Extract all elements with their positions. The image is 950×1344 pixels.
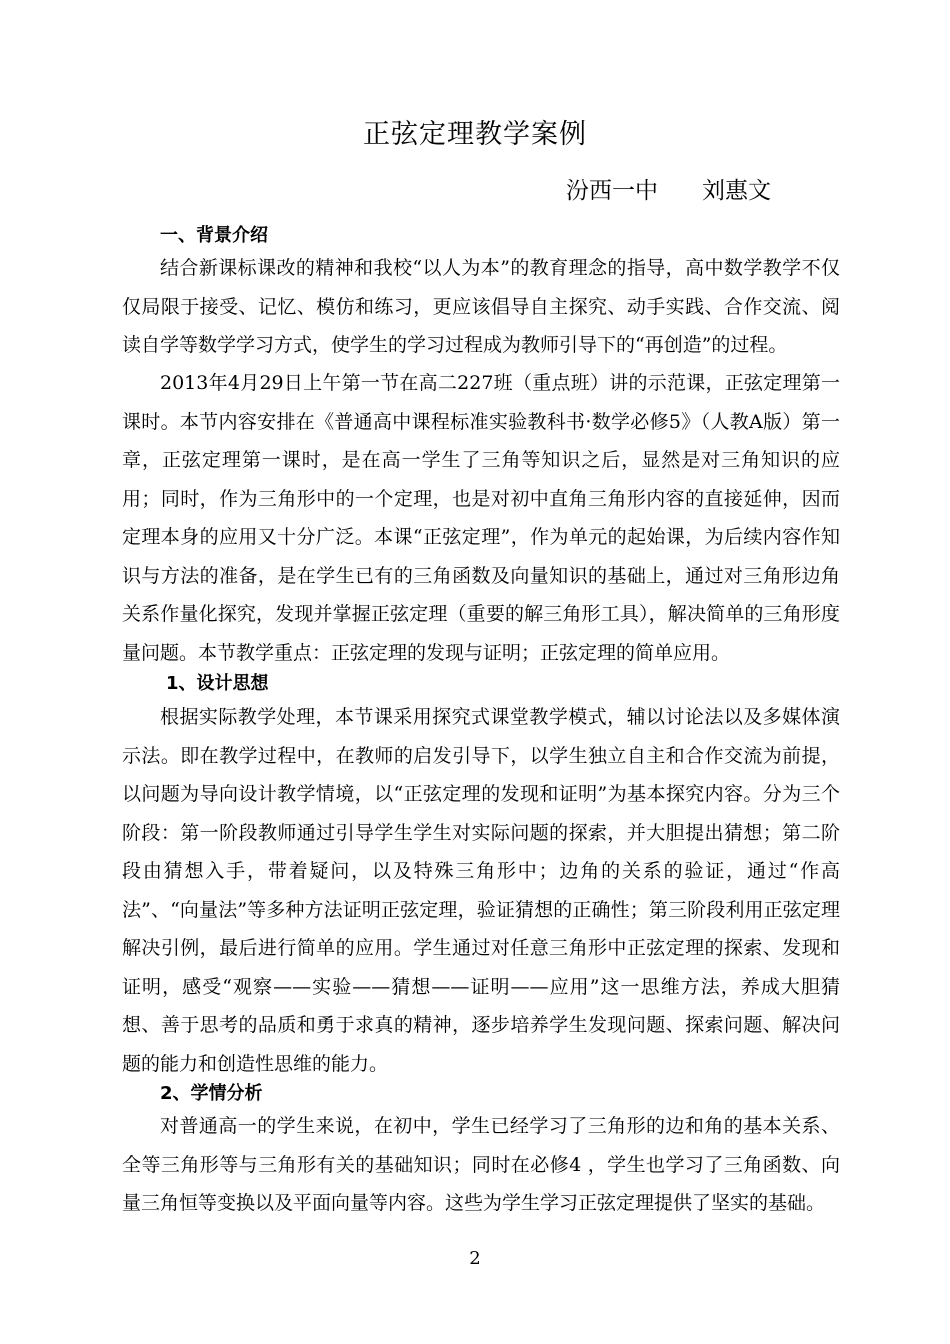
author-line — [566, 172, 771, 205]
document-title: 正弦定理教学案例 — [363, 119, 587, 150]
analysis-paragraph-1: 对普通高一的学生来说，在初中，学生已经学习了三角形的边和角的基本关系、全等三角形等与三角形有关的基础知识；同时在必修4 ，学生也学习了三角函数、向量三角恒等变换以及平面向量等内容。这些为学生学习正弦定理提供了坚实的基础。 — [122, 1115, 840, 1214]
page-number: 2 — [469, 1248, 481, 1269]
background-paragraph-1: 结合新课标课改的精神和我校“以人为本”的教育理念的指导，高中数学教学不仅仅局限于接受、记忆、模仿和练习，更应该倡导自主探究、动手实践、合作交流、阅读自学等数学学习方式，使学生的学习过程成为教师引导下的“再创造”的过程。 — [122, 257, 840, 356]
school-name: 汾西一中 — [566, 178, 658, 204]
author-name: 刘惠文 — [702, 178, 771, 204]
section-heading-analysis: 2、学情分析 — [160, 1083, 263, 1104]
section-heading-design: 1、设计思想 — [166, 673, 269, 694]
section-heading-background: 一、背景介绍 — [160, 225, 268, 246]
background-paragraph-2: 2013年4月29日上午第一节在高二227班（重点班）讲的示范课，正弦定理第一课时。本节内容安排在《普通高中课程标准实验教科书·数学必修5》（人教A版）第一章，正弦定理第一课时，是在高一学生了三角等知识之后，显然是对三角知识的应用；同时，作为三角形中的一个定理，也是对初中直角三角形内容的直接延伸，因而定理本身的应用又十分广泛。本课“正弦定理”，作为单元的起始课，为后续内容作知识与方法的准备，是在学生已有的三角函数及向量知识的基础上，通过对三角形边角关系作量化探究，发现并掌握正弦定理（重要的解三角形工具），解决简单的三角形度量问题。本节教学重点：正弦定理的发现与证明；正弦定理的简单应用。 — [122, 372, 840, 664]
design-paragraph-1: 根据实际教学处理，本节课采用探究式课堂教学模式，辅以讨论法以及多媒体演示法。即在教学过程中，在教师的启发引导下，以学生独立自主和合作交流为前提，以问题为导向设计教学情境，以“正弦定理的发现和证明”为基本探究内容。分为三个阶段：第一阶段教师通过引导学生学生对实际问题的探索，并大胆提出猜想；第二阶段由猜想入手，带着疑问，以及特殊三角形中；边角的关系的验证，通过“作高法”、“向量法”等多种方法证明正弦定理，验证猜想的正确性；第三阶段利用正弦定理解决引例，最后进行简单的应用。学生通过对任意三角形中正弦定理的探索、发现和证明，感受“观察——实验——猜想——证明——应用”这一思维方法，养成大胆猜想、善于思考的品质和勇于求真的精神，逐步培养学生发现问题、探索问题、解决问题的能力和创造性思维的能力。 — [122, 706, 840, 1075]
